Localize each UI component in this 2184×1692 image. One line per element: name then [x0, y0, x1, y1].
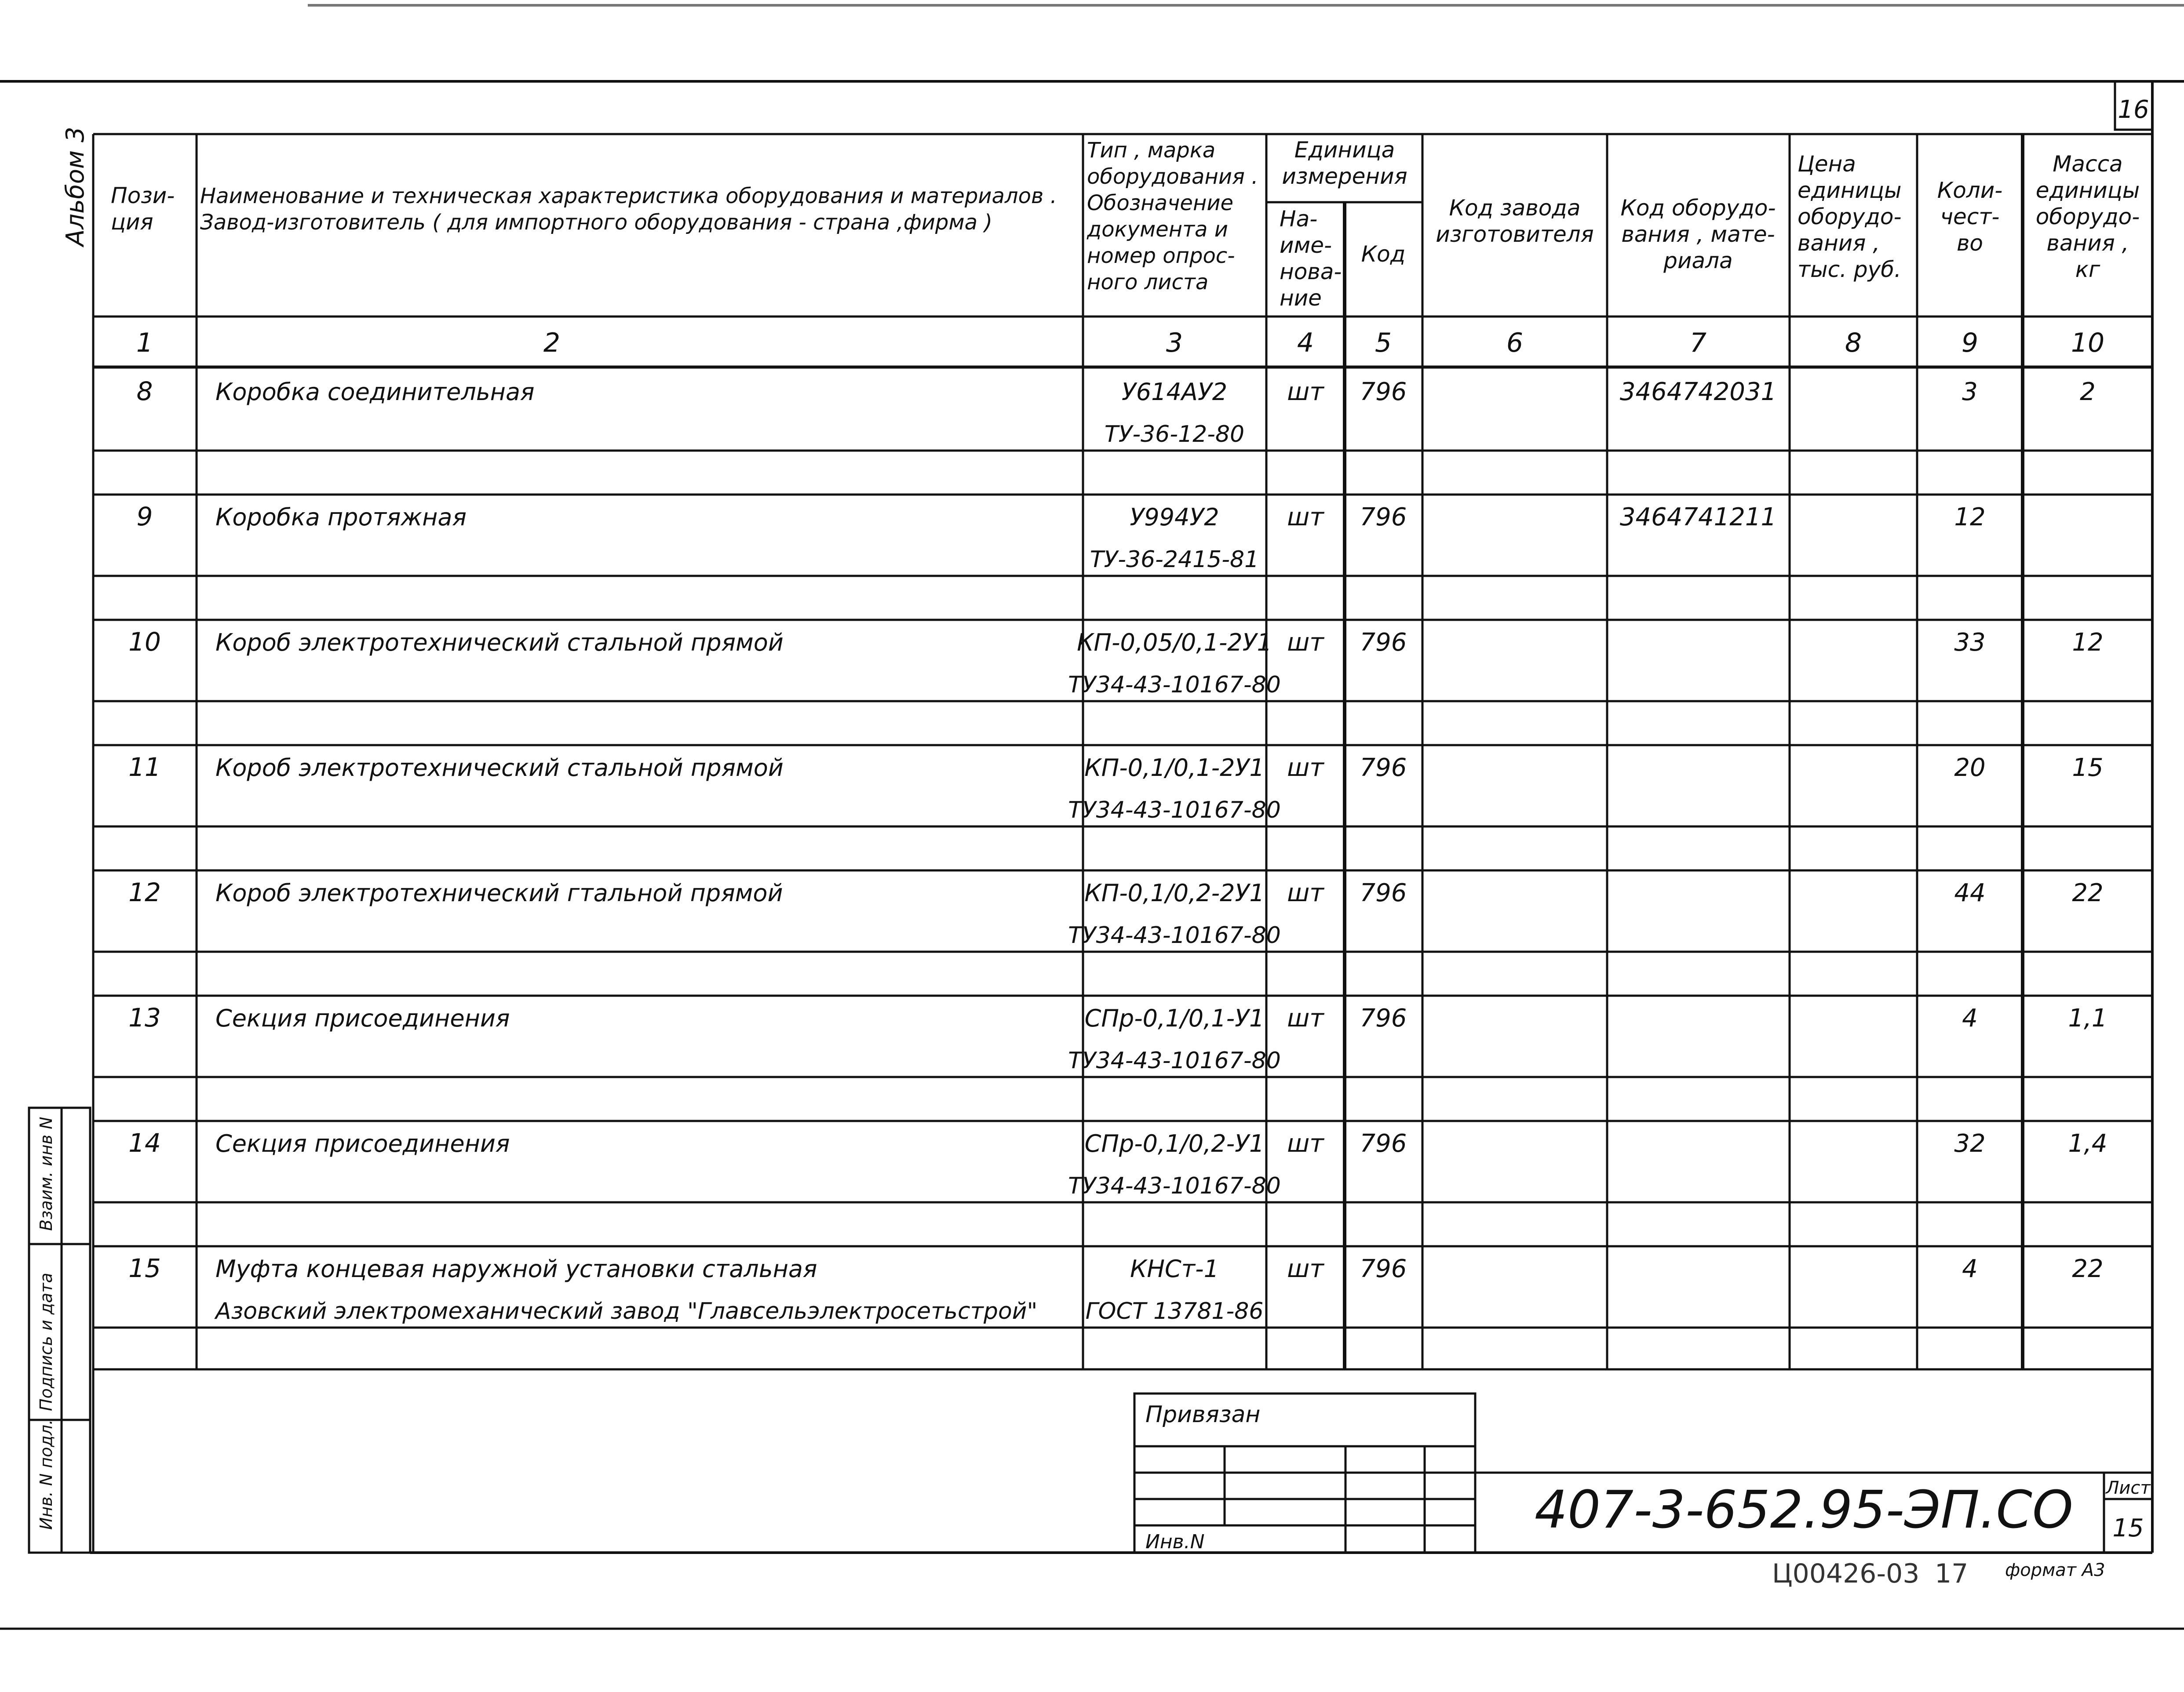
document-designation: 407-3-652.95-ЭП.СО — [1535, 1479, 2073, 1540]
cell-doc: ГОСТ 13781-86 — [1085, 1298, 1264, 1324]
cell-mass: 2 — [2080, 378, 2096, 406]
header-equip-1: Код оборудо- — [1620, 195, 1776, 221]
colnum-1: 1 — [136, 327, 153, 358]
cell-qty: 33 — [1954, 628, 1986, 657]
cell-unit: шт — [1287, 1255, 1324, 1283]
cell-mass: 22 — [2072, 1255, 2104, 1283]
table-row — [128, 752, 2104, 823]
cell-equip: 3464741211 — [1619, 503, 1777, 531]
header-mass-4: вания , — [2046, 230, 2129, 256]
table-row — [137, 376, 2096, 448]
cell-type: СПр-0,1/0,1-У1 — [1084, 1004, 1265, 1032]
attached-label: Привязан — [1145, 1401, 1261, 1428]
cell-type: КП-0,1/0,1-2У1 — [1084, 754, 1265, 782]
cell-doc: ТУ-36-2415-81 — [1090, 546, 1259, 573]
header-mass-2: единицы — [2035, 178, 2140, 203]
inv-label: Инв.N — [1145, 1531, 1205, 1553]
cell-qty: 20 — [1954, 753, 1986, 782]
cell-unit: шт — [1287, 378, 1324, 406]
cell-doc: ТУ34-43-10167-80 — [1068, 672, 1281, 698]
cell-type: КП-0,1/0,2-2У1 — [1084, 879, 1265, 907]
column-numbers — [136, 327, 2104, 358]
cell-unit: шт — [1287, 753, 1324, 782]
top-sheet-number: 16 — [2118, 95, 2149, 124]
header-qty-2: чест- — [1940, 204, 2000, 229]
cell-unit: шт — [1287, 1129, 1324, 1158]
colnum-9: 9 — [1961, 327, 1979, 358]
album-label: Альбом 3 — [61, 127, 90, 246]
cell-code: 796 — [1360, 1129, 1407, 1158]
header-price-3: оборудо- — [1798, 204, 1902, 229]
colnum-2: 2 — [543, 327, 561, 358]
cell-code: 796 — [1360, 1004, 1407, 1033]
sheet-label: Лист — [2106, 1478, 2151, 1498]
stamp-inv-original: Инв. N подл. — [36, 1419, 56, 1530]
cell-name: Короб электротехнический гтальной прямой — [215, 879, 783, 907]
header-plant-2: изготовителя — [1436, 222, 1594, 247]
colnum-7: 7 — [1689, 327, 1707, 358]
colnum-3: 3 — [1166, 327, 1183, 358]
cell-name: Короб электротехнический стальной прямой — [215, 754, 784, 782]
header-mass-5: кг — [2075, 257, 2100, 282]
cell-code: 796 — [1360, 378, 1407, 406]
stamp-signature-date: Подпись и дата — [36, 1273, 56, 1411]
cell-pos: 11 — [128, 752, 161, 782]
cell-unit: шт — [1287, 628, 1324, 657]
cell-code: 796 — [1360, 1255, 1407, 1283]
table-row — [128, 627, 2104, 698]
archive-code: Ц00426-03 — [1772, 1558, 1920, 1589]
table-row — [128, 1128, 2107, 1199]
table-body — [128, 376, 2107, 1324]
colnum-10: 10 — [2071, 327, 2105, 358]
header-unitname-2: име- — [1280, 233, 1332, 258]
colnum-6: 6 — [1506, 327, 1524, 358]
cell-qty: 4 — [1962, 1004, 1978, 1033]
cell-name: Коробка соединительная — [215, 378, 535, 406]
header-unit-2: измерения — [1282, 164, 1407, 189]
cell-unit: шт — [1287, 1004, 1324, 1033]
cell-name: Секция присоединения — [215, 1004, 510, 1032]
header-unit-1: Единица — [1294, 137, 1395, 163]
header-name-1: Наименование и техническая характеристика оборудования и материалов . — [200, 184, 1057, 208]
header-equip-2: вания , мате- — [1621, 222, 1775, 247]
colnum-4: 4 — [1297, 327, 1314, 358]
cell-type: У994У2 — [1130, 503, 1219, 531]
cell-mass: 1,4 — [2068, 1129, 2107, 1158]
header-unitname-1: На- — [1280, 206, 1318, 232]
cell-qty: 3 — [1962, 378, 1978, 406]
cell-type: СПр-0,1/0,2-У1 — [1084, 1130, 1265, 1157]
cell-pos: 15 — [128, 1253, 161, 1283]
cell-name: Коробка протяжная — [215, 503, 467, 531]
header-type-5: номер опрос- — [1087, 244, 1235, 268]
header-price-4: вания , — [1798, 230, 1880, 256]
header-type-4: документа и — [1087, 217, 1228, 242]
cell-mass: 15 — [2072, 753, 2104, 782]
cell-manufacturer: Азовский электромеханический завод "Главсельэлектросетьстрой" — [215, 1298, 1038, 1324]
cell-name: Муфта концевая наружной установки стальная — [215, 1255, 817, 1283]
cell-type: КНСт-1 — [1130, 1255, 1219, 1283]
cell-qty: 4 — [1962, 1255, 1978, 1283]
cell-pos: 10 — [128, 627, 161, 657]
cell-doc: ТУ-36-12-80 — [1104, 421, 1245, 448]
cell-name: Секция присоединения — [215, 1130, 510, 1157]
table-row — [128, 1253, 2104, 1324]
header-unitname-4: ние — [1280, 285, 1322, 311]
header-price-5: тыс. руб. — [1798, 257, 1901, 282]
header-qty-1: Коли- — [1937, 178, 2003, 203]
sheet-number: 15 — [2112, 1514, 2144, 1543]
header-mass-3: оборудо- — [2035, 204, 2140, 229]
header-type-2: оборудования . — [1087, 164, 1258, 189]
cell-mass: 22 — [2072, 879, 2104, 907]
table-grid — [93, 134, 2152, 1553]
cell-code: 796 — [1360, 628, 1407, 657]
archive-number: 17 — [1935, 1558, 1969, 1589]
cell-pos: 9 — [136, 502, 153, 531]
cell-code: 796 — [1360, 879, 1407, 907]
header-mass-1: Масса — [2053, 151, 2123, 177]
cell-pos: 12 — [128, 877, 161, 907]
table-row — [128, 877, 2104, 949]
cell-type: КП-0,05/0,1-2У1 — [1077, 629, 1272, 656]
cell-mass: 1,1 — [2068, 1004, 2107, 1033]
header-price-2: единицы — [1798, 178, 1902, 203]
header-type-6: ного листа — [1087, 270, 1209, 295]
cell-type: У614АУ2 — [1121, 378, 1228, 406]
cell-equip: 3464742031 — [1619, 378, 1777, 406]
table-row — [128, 1003, 2107, 1074]
header-pos-1: Пози- — [111, 183, 175, 208]
header-qty-3: во — [1956, 230, 1983, 256]
cell-doc: ТУ34-43-10167-80 — [1068, 1048, 1281, 1074]
stamp-cross-inv: Взаим. инв N — [36, 1117, 56, 1231]
table-row — [137, 502, 1986, 573]
cell-doc: ТУ34-43-10167-80 — [1068, 1173, 1281, 1199]
header-type-3: Обозначение — [1087, 191, 1234, 215]
cell-pos: 13 — [128, 1003, 161, 1033]
paper-format: формат А3 — [2005, 1560, 2105, 1580]
cell-mass: 12 — [2072, 628, 2104, 657]
cell-qty: 32 — [1954, 1129, 1986, 1158]
cell-code: 796 — [1360, 503, 1407, 531]
cell-qty: 12 — [1954, 503, 1986, 531]
cell-unit: шт — [1287, 503, 1324, 531]
colnum-8: 8 — [1845, 327, 1862, 358]
header-equip-3: риала — [1663, 248, 1733, 273]
cell-pos: 8 — [136, 376, 153, 406]
cell-qty: 44 — [1954, 879, 1986, 907]
colnum-5: 5 — [1375, 327, 1392, 358]
header-unitcode: Код — [1361, 241, 1406, 267]
table-header — [111, 137, 2140, 311]
header-plant-1: Код завода — [1449, 195, 1581, 221]
header-type-1: Тип , марка — [1087, 138, 1216, 163]
header-unitname-3: нова- — [1280, 259, 1342, 284]
header-name-2: Завод-изготовитель ( для импортного оборудования - страна ,фирма ) — [200, 210, 992, 235]
header-pos-2: ция — [111, 209, 153, 235]
cell-code: 796 — [1360, 753, 1407, 782]
cell-doc: ТУ34-43-10167-80 — [1068, 797, 1281, 823]
cell-doc: ТУ34-43-10167-80 — [1068, 922, 1281, 949]
cell-name: Короб электротехнический стальной прямой — [215, 629, 784, 656]
header-price-1: Цена — [1798, 151, 1856, 177]
cell-unit: шт — [1287, 879, 1324, 907]
cell-pos: 14 — [128, 1128, 161, 1158]
